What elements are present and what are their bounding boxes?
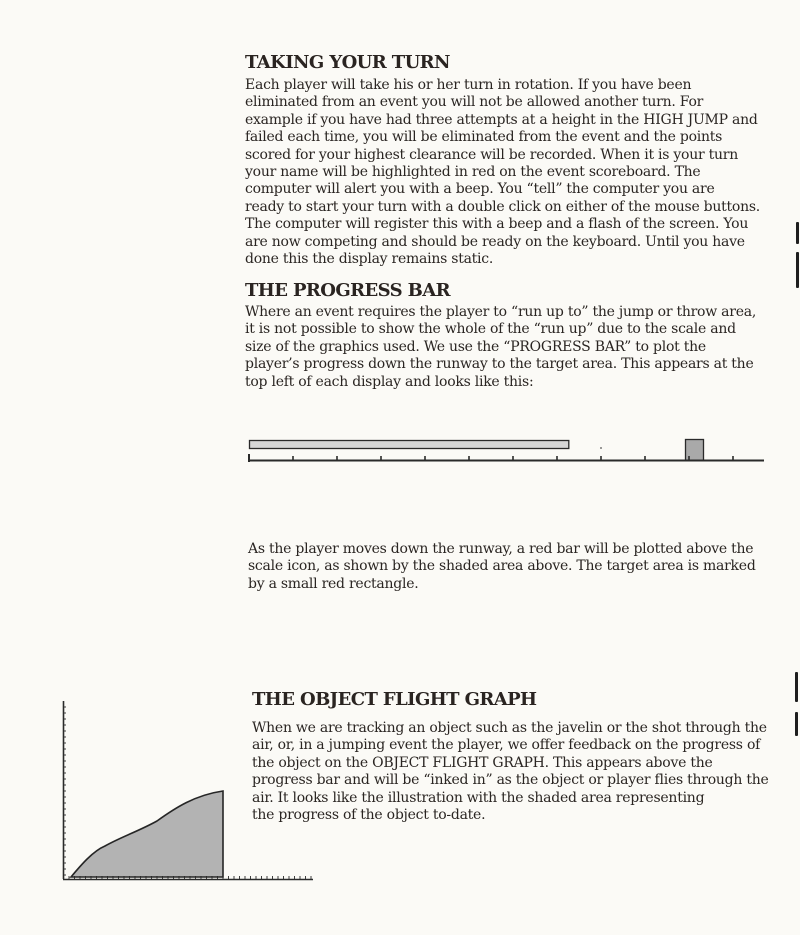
scan-edge-mark <box>796 252 799 288</box>
progress-bar-line: it is not possible to show the whole of the “run up” due to the scale and <box>245 321 736 338</box>
taking-turn-heading: TAKING YOUR TURN <box>245 52 450 73</box>
progress-bar-caption <box>248 541 768 593</box>
taking-turn-line: ready to start your turn with a double click on either of the mouse buttons. <box>245 198 760 215</box>
progress-caption-line: by a small red rectangle. <box>248 575 419 592</box>
taking-turn-line: The computer will register this with a beep and a flash of the screen. You <box>245 216 749 233</box>
scan-edge-mark <box>796 222 799 244</box>
progress-caption-line: scale icon, as shown by the shaded area above. The target area is marked <box>248 558 756 575</box>
taking-turn-line: Each player will take his or her turn in rotation. If you have been <box>245 77 692 93</box>
taking-turn-line: are now competing and should be ready on the keyboard. Until you have <box>245 233 745 250</box>
progress-bar-section <box>245 280 765 391</box>
scan-edge-mark <box>795 712 798 736</box>
progress-bar-heading: THE PROGRESS BAR <box>245 280 451 301</box>
flight-graph-line: progress bar and will be “inked in” as the object or player flies through the <box>252 772 769 789</box>
taking-turn-section <box>245 52 765 268</box>
taking-turn-line: example if you have had three attempts at a height in the HIGH JUMP and <box>245 111 758 128</box>
progress-caption-line: As the player moves down the runway, a red bar will be plotted above the <box>248 541 754 557</box>
taking-turn-line: computer will alert you with a beep. You “tell” the computer you are <box>245 181 715 198</box>
progress-bar-line: size of the graphics used. We use the “PROGRESS BAR” to plot the <box>245 338 706 355</box>
flight-graph-line: the object on the OBJECT FLIGHT GRAPH. This appears above the <box>252 754 713 771</box>
scan-edge-mark <box>795 672 798 702</box>
flight-graph-line: the progress of the object to-date. <box>252 807 486 824</box>
taking-turn-line: scored for your highest clearance will be recorded. When it is your turn <box>245 146 738 163</box>
progress-bar-line: Where an event requires the player to “run up to” the jump or throw area, <box>245 304 757 320</box>
flight-graph-heading: THE OBJECT FLIGHT GRAPH <box>252 689 537 710</box>
taking-turn-line: your name will be highlighted in red on the event scoreboard. The <box>245 164 701 181</box>
flight-graph-line: air. It looks like the illustration with the shaded area representing <box>252 789 705 806</box>
flight-graph-line: When we are tracking an object such as the javelin or the shot through the <box>252 720 767 736</box>
taking-turn-line: done this the display remains static. <box>245 251 494 268</box>
flight-graph-section <box>252 689 772 824</box>
progress-bar-fill <box>250 441 569 449</box>
taking-turn-line: failed each time, you will be eliminated from the event and the points <box>245 129 723 146</box>
progress-bar-line: top left of each display and looks like this: <box>245 373 534 390</box>
progress-bar-line: player’s progress down the runway to the target area. This appears at the <box>245 356 754 373</box>
flight-graph-line: air, or, in a jumping event the player, we offer feedback on the progress of <box>252 737 761 754</box>
progress-bar-illustration <box>244 432 769 470</box>
flight-graph-area <box>71 791 223 877</box>
progress-scale-dot <box>600 447 602 449</box>
taking-turn-line: eliminated from an event you will not be allowed another turn. For <box>245 94 704 111</box>
